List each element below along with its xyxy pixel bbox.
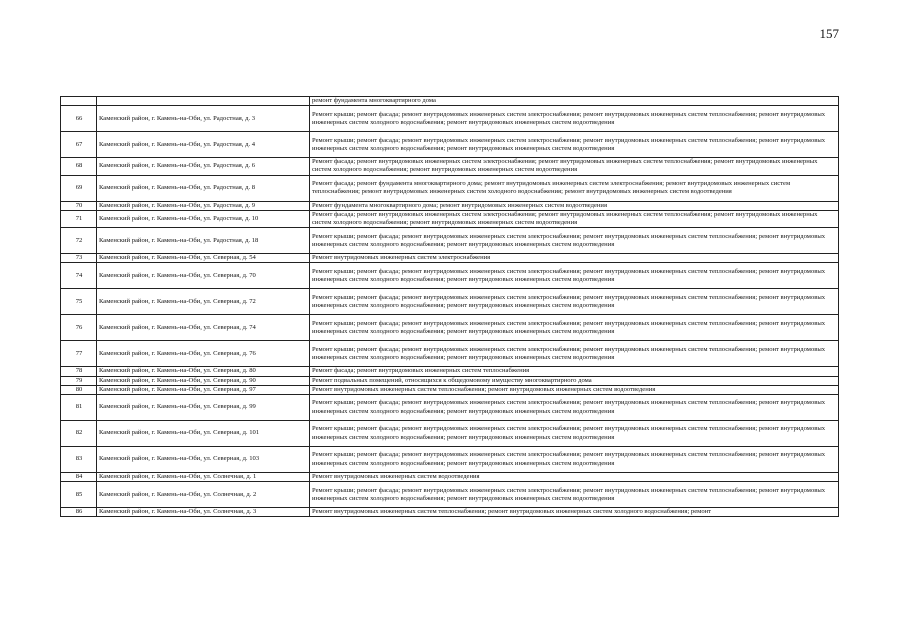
- row-address: [97, 97, 310, 106]
- row-work-types: Ремонт крыши; ремонт фасада; ремонт внутридомовых инженерных систем электроснабжения; ремонт внутридомовых инженерных систем теплоснабжения; ремонт внутридомовых инженерных систем холодного водоснабжения; ремонт внутридомовых инженерных систем водоотведения: [310, 228, 839, 254]
- row-number: 76: [61, 315, 97, 341]
- row-work-types: Ремонт фундамента многоквартирного дома; ремонт внутридомовых инженерных систем водоотведения: [310, 201, 839, 210]
- row-work-types: Ремонт крыши; ремонт фасада; ремонт внутридомовых инженерных систем электроснабжения; ремонт внутридомовых инженерных систем теплоснабжения; ремонт внутридомовых инженерных систем холодного водоснабжения; ремонт внутридомовых инженерных систем водоотведения: [310, 421, 839, 447]
- row-number: 70: [61, 201, 97, 210]
- table-row: [61, 508, 839, 517]
- row-address: Каменский район, г. Камень-на-Оби, ул. Северная, д. 70: [97, 263, 310, 289]
- row-work-types: Ремонт внутридомовых инженерных систем теплоснабжения; ремонт внутридомовых инженерных систем холодного водоснабжения; ремонт: [310, 508, 839, 517]
- table-row: [61, 97, 839, 106]
- row-address: Каменский район, г. Камень-на-Оби, ул. Солнечная, д. 1: [97, 473, 310, 482]
- row-number: 82: [61, 421, 97, 447]
- row-address: Каменский район, г. Камень-на-Оби, ул. Северная, д. 80: [97, 367, 310, 376]
- row-address: Каменский район, г. Камень-на-Оби, ул. Северная, д. 97: [97, 385, 310, 394]
- row-number: 83: [61, 447, 97, 473]
- row-number: 67: [61, 132, 97, 158]
- row-address: Каменский район, г. Камень-на-Оби, ул. Северная, д. 103: [97, 447, 310, 473]
- row-number: 74: [61, 263, 97, 289]
- row-work-types: Ремонт крыши; ремонт фасада; ремонт внутридомовых инженерных систем электроснабжения; ремонт внутридомовых инженерных систем теплоснабжения; ремонт внутридомовых инженерных систем холодного водоснабжения; ремонт внутридомовых инженерных систем водоотведения: [310, 315, 839, 341]
- row-number: 75: [61, 289, 97, 315]
- row-work-types: Ремонт внутридомовых инженерных систем теплоснабжения; ремонт внутридомовых инженерных систем водоотведения: [310, 385, 839, 394]
- row-number: 66: [61, 106, 97, 132]
- table-row: [61, 263, 839, 289]
- table-row: [61, 175, 839, 201]
- row-address: Каменский район, г. Камень-на-Оби, ул. Северная, д. 72: [97, 289, 310, 315]
- table-row: [61, 289, 839, 315]
- row-number: 80: [61, 385, 97, 394]
- row-address: Каменский район, г. Камень-на-Оби, ул. Радостная, д. 6: [97, 158, 310, 175]
- row-work-types: Ремонт крыши; ремонт фасада; ремонт внутридомовых инженерных систем электроснабжения; ремонт внутридомовых инженерных систем теплоснабжения; ремонт внутридомовых инженерных систем холодного водоснабжения; ремонт внутридомовых инженерных систем водоотведения: [310, 482, 839, 508]
- row-work-types: ремонт фундамента многоквартирного дома: [310, 97, 839, 106]
- table-row: [61, 228, 839, 254]
- row-address: Каменский район, г. Камень-на-Оби, ул. Северная, д. 76: [97, 341, 310, 367]
- table-row: [61, 367, 839, 376]
- table-row: [61, 376, 839, 385]
- row-number: 73: [61, 254, 97, 263]
- row-number: 79: [61, 376, 97, 385]
- table-row: [61, 210, 839, 227]
- row-number: 85: [61, 482, 97, 508]
- row-number: 72: [61, 228, 97, 254]
- row-number: 78: [61, 367, 97, 376]
- row-address: Каменский район, г. Камень-на-Оби, ул. Солнечная, д. 3: [97, 508, 310, 517]
- row-number: [61, 97, 97, 106]
- table-row: [61, 447, 839, 473]
- row-work-types: Ремонт фасада; ремонт внутридомовых инженерных систем электроснабжения; ремонт внутридомовых инженерных систем теплоснабжения; ремонт внутридомовых инженерных систем холодного водоснабжения; ремонт внутридомовых инженерных систем водоотведения: [310, 210, 839, 227]
- row-address: Каменский район, г. Камень-на-Оби, ул. Северная, д. 74: [97, 315, 310, 341]
- row-work-types: Ремонт крыши; ремонт фасада; ремонт внутридомовых инженерных систем электроснабжения; ремонт внутридомовых инженерных систем теплоснабжения; ремонт внутридомовых инженерных систем холодного водоснабжения; ремонт внутридомовых инженерных систем водоотведения: [310, 341, 839, 367]
- row-number: 77: [61, 341, 97, 367]
- repair-works-table: [60, 96, 839, 517]
- row-address: Каменский район, г. Камень-на-Оби, ул. Солнечная, д. 2: [97, 482, 310, 508]
- page-number: 157: [819, 26, 839, 41]
- row-work-types: Ремонт внутридомовых инженерных систем водоотведения: [310, 473, 839, 482]
- table-row: [61, 132, 839, 158]
- row-work-types: Ремонт крыши; ремонт фасада; ремонт внутридомовых инженерных систем электроснабжения; ремонт внутридомовых инженерных систем теплоснабжения; ремонт внутридомовых инженерных систем холодного водоснабжения; ремонт внутридомовых инженерных систем водоотведения: [310, 132, 839, 158]
- row-address: Каменский район, г. Камень-на-Оби, ул. Северная, д. 90: [97, 376, 310, 385]
- row-work-types: Ремонт крыши; ремонт фасада; ремонт внутридомовых инженерных систем электроснабжения; ремонт внутридомовых инженерных систем теплоснабжения; ремонт внутридомовых инженерных систем холодного водоснабжения; ремонт внутридомовых инженерных систем водоотведения: [310, 289, 839, 315]
- row-address: Каменский район, г. Камень-на-Оби, ул. Радостная, д. 18: [97, 228, 310, 254]
- row-number: 86: [61, 508, 97, 517]
- row-number: 81: [61, 395, 97, 421]
- table-row: [61, 421, 839, 447]
- table-body: [61, 97, 839, 517]
- row-address: Каменский район, г. Камень-на-Оби, ул. Радостная, д. 4: [97, 132, 310, 158]
- row-address: Каменский район, г. Камень-на-Оби, ул. Северная, д. 99: [97, 395, 310, 421]
- document-sheet: [60, 96, 838, 517]
- row-work-types: Ремонт подвальных помещений, относящихся к общедомовому имуществу многоквартирного дома: [310, 376, 839, 385]
- row-number: 69: [61, 175, 97, 201]
- row-work-types: Ремонт крыши; ремонт фасада; ремонт внутридомовых инженерных систем электроснабжения; ремонт внутридомовых инженерных систем теплоснабжения; ремонт внутридомовых инженерных систем холодного водоснабжения; ремонт внутридомовых инженерных систем водоотведения: [310, 263, 839, 289]
- row-work-types: Ремонт фасада; ремонт внутридомовых инженерных систем электроснабжения; ремонт внутридомовых инженерных систем теплоснабжения; ремонт внутридомовых инженерных систем холодного водоснабжения; ремонт внутридомовых инженерных систем водоотведения: [310, 158, 839, 175]
- row-number: 71: [61, 210, 97, 227]
- table-row: [61, 201, 839, 210]
- table-row: [61, 106, 839, 132]
- row-work-types: Ремонт внутридомовых инженерных систем электроснабжения: [310, 254, 839, 263]
- row-work-types: Ремонт крыши; ремонт фасада; ремонт внутридомовых инженерных систем электроснабжения; ремонт внутридомовых инженерных систем теплоснабжения; ремонт внутридомовых инженерных систем холодного водоснабжения; ремонт внутридомовых инженерных систем водоотведения: [310, 106, 839, 132]
- row-work-types: Ремонт крыши; ремонт фасада; ремонт внутридомовых инженерных систем электроснабжения; ремонт внутридомовых инженерных систем теплоснабжения; ремонт внутридомовых инженерных систем холодного водоснабжения; ремонт внутридомовых инженерных систем водоотведения: [310, 395, 839, 421]
- row-number: 68: [61, 158, 97, 175]
- row-address: Каменский район, г. Камень-на-Оби, ул. Радостная, д. 8: [97, 175, 310, 201]
- table-row: [61, 482, 839, 508]
- row-address: Каменский район, г. Камень-на-Оби, ул. Северная, д. 54: [97, 254, 310, 263]
- row-address: Каменский район, г. Камень-на-Оби, ул. Радостная, д. 3: [97, 106, 310, 132]
- table-row: [61, 385, 839, 394]
- row-address: Каменский район, г. Камень-на-Оби, ул. Радостная, д. 10: [97, 210, 310, 227]
- table-row: [61, 395, 839, 421]
- row-address: Каменский район, г. Камень-на-Оби, ул. Северная, д. 101: [97, 421, 310, 447]
- table-row: [61, 254, 839, 263]
- table-row: [61, 158, 839, 175]
- table-row: [61, 473, 839, 482]
- row-work-types: Ремонт фасада; ремонт внутридомовых инженерных систем теплоснабжения: [310, 367, 839, 376]
- row-number: 84: [61, 473, 97, 482]
- row-work-types: Ремонт фасада; ремонт фундамента многоквартирного дома; ремонт внутридомовых инженерных систем электроснабжения; ремонт внутридомовых инженерных систем теплоснабжения; ремонт внутридомовых инженерных систем холодного водоснабжения; ремонт внутридомовых инженерных систем водоотведения: [310, 175, 839, 201]
- table-row: [61, 341, 839, 367]
- table-row: [61, 315, 839, 341]
- row-work-types: Ремонт крыши; ремонт фасада; ремонт внутридомовых инженерных систем электроснабжения; ремонт внутридомовых инженерных систем теплоснабжения; ремонт внутридомовых инженерных систем холодного водоснабжения; ремонт внутридомовых инженерных систем водоотведения: [310, 447, 839, 473]
- row-address: Каменский район, г. Камень-на-Оби, ул. Радостная, д. 9: [97, 201, 310, 210]
